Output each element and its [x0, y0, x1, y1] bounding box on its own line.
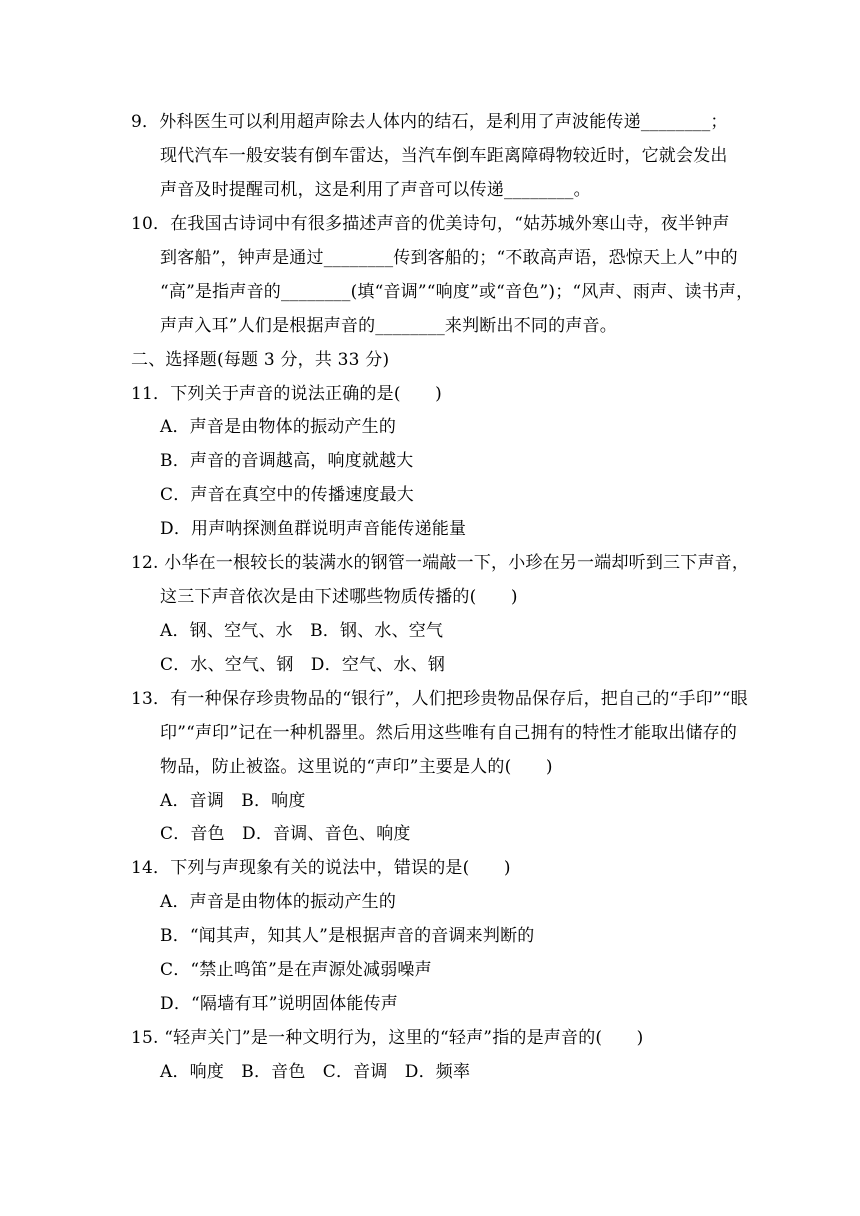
question-14-option-a: A．声音是由物体的振动产生的: [160, 892, 397, 912]
question-10-line-2: 到客船”，钟声是通过________传到客船的；“不敢高声语，恐惊天上人”中的: [160, 248, 738, 268]
question-12-line-1: 12. 小华在一根较长的装满水的钢管一端敲一下，小珍在另一端却听到三下声音，: [131, 553, 750, 573]
question-13-line-3: 物品，防止被盗。这里说的“声印”主要是人的( ): [160, 757, 553, 777]
question-11-option-b: B．声音的音调越高，响度就越大: [160, 451, 414, 471]
question-13-line-1: 13．有一种保存珍贵物品的“银行”，人们把珍贵物品保存后，把自己的“手印”“眼: [131, 689, 748, 709]
question-14-option-c: C．“禁止鸣笛”是在声源处减弱噪声: [160, 960, 432, 980]
question-11-option-a: A．声音是由物体的振动产生的: [160, 417, 397, 437]
question-15-stem: 15. “轻声关门”是一种文明行为，这里的“轻声”指的是声音的( ): [131, 1028, 644, 1048]
question-11-option-c: C．声音在真空中的传播速度最大: [160, 485, 415, 505]
question-12-line-2: 这三下声音依次是由下述哪些物质传播的( ): [160, 587, 518, 607]
section-heading-choice: 二、选择题(每题 3 分，共 33 分): [131, 350, 390, 370]
question-10-line-1: 10．在我国古诗词中有很多描述声音的优美诗句，“姑苏城外寒山寺，夜半钟声: [131, 214, 730, 234]
question-14-stem: 14．下列与声现象有关的说法中，错误的是( ): [131, 858, 511, 878]
question-10-line-3: “高”是指声音的________(填“音调”“响度”或“音色”)；“风声、雨声、读书声，: [160, 282, 754, 302]
question-14-option-d: D．“隔墙有耳”说明固体能传声: [160, 994, 399, 1014]
question-13-options-ab: A．音调 B．响度: [160, 791, 306, 811]
question-11-stem: 11．下列关于声音的说法正确的是( ): [131, 384, 442, 404]
question-13-options-cd: C．音色 D．音调、音色、响度: [160, 824, 411, 844]
question-14-option-b: B．“闻其声，知其人”是根据声音的音调来判断的: [160, 926, 535, 946]
question-9-line-2: 现代汽车一般安装有倒车雷达，当汽车倒车距离障碍物较近时，它就会发出: [160, 146, 728, 166]
question-10-line-4: 声声入耳”人们是根据声音的________来判断出不同的声音。: [160, 316, 617, 336]
question-11-option-d: D．用声呐探测鱼群说明声音能传递能量: [160, 519, 467, 539]
question-12-options-cd: C．水、空气、钢 D．空气、水、钢: [160, 655, 446, 675]
question-13-line-2: 印”“声印”记在一种机器里。然后用这些唯有自己拥有的特性才能取出储存的: [160, 723, 738, 743]
question-12-options-ab: A．钢、空气、水 B．钢、水、空气: [160, 621, 444, 641]
question-9-line-3: 声音及时提醒司机，这是利用了声音可以传递________。: [160, 180, 591, 200]
question-15-options: A．响度 B．音色 C．音调 D．频率: [160, 1062, 471, 1082]
question-9-line-1: 9．外科医生可以利用超声除去人体内的结石，是利用了声波能传递________；: [131, 112, 728, 132]
